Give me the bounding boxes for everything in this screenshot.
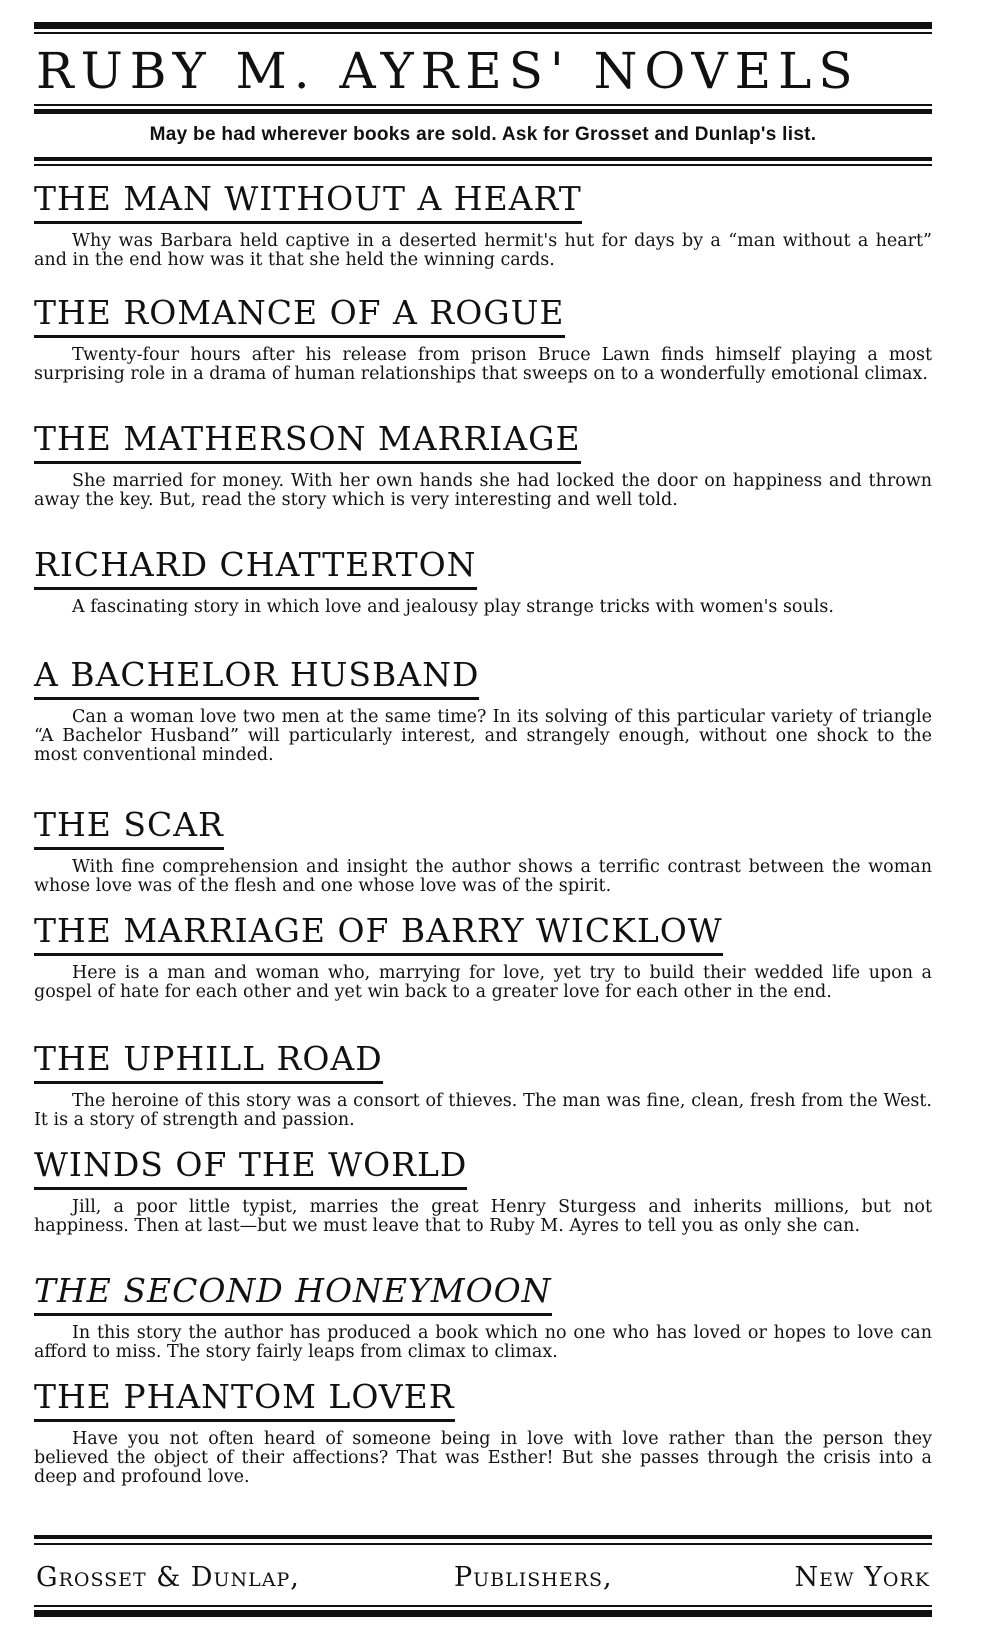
title-rule-thin — [34, 104, 932, 106]
book-title: RICHARD CHATTERTON — [34, 546, 477, 590]
book-entry — [34, 1378, 932, 1487]
book-entry — [34, 420, 932, 510]
book-title: THE PHANTOM LOVER — [34, 1378, 455, 1422]
book-title: THE SCAR — [34, 806, 224, 850]
top-rule-thin — [34, 32, 932, 34]
book-description: In this story the author has produced a book which no one who has loved or hopes to love can afford to miss. The story fairly leaps from climax to climax. — [34, 1323, 932, 1362]
title-rule-thick — [34, 109, 932, 114]
book-title: THE ROMANCE OF A ROGUE — [34, 294, 565, 338]
page-title: RUBY M. AYRES' NOVELS — [36, 42, 860, 100]
book-description: With fine comprehension and insight the author shows a terrific contrast between the woman whose love was of the flesh and one whose love was of the spirit. — [34, 857, 932, 896]
book-entry — [34, 1272, 932, 1362]
book-entry — [34, 1040, 932, 1130]
book-title: A BACHELOR HUSBAND — [34, 656, 479, 700]
book-description: Jill, a poor little typist, marries the great Henry Sturgess and inherits millions, but not happiness. Then at last—but we must leave that to Ruby M. Ayres to tell you as only she can. — [34, 1197, 932, 1236]
book-description: A fascinating story in which love and jealousy play strange tricks with women's souls. — [72, 597, 834, 617]
book-description: Here is a man and woman who, marrying for love, yet try to build their wedded life upon a gospel of hate for each other and yet win back to a greater love for each other in the end. — [34, 963, 932, 1002]
publisher-city: New York — [794, 1562, 930, 1593]
book-entry — [34, 294, 932, 384]
book-description: The heroine of this story was a consort of thieves. The man was fine, clean, fresh from the West. It is a story of strength and passion. — [34, 1091, 932, 1130]
bottom-rule-thin — [34, 1605, 932, 1607]
footer-rule-thin — [34, 1543, 932, 1545]
book-description: She married for money. With her own hands she had locked the door on happiness and thrown away the key. But, read the story which is very interesting and well told. — [34, 471, 932, 510]
book-entry — [34, 912, 932, 1002]
book-description: Can a woman love two men at the same time? In its solving of this particular variety of triangle “A Bachelor Husband” will particularly interest, and strangely enough, without one shock to the most conventional minded. — [34, 707, 932, 765]
book-description: Twenty-four hours after his release from prison Bruce Lawn finds himself playing a most surprising role in a drama of human relationships that sweeps on to a wonderfully emotional climax. — [34, 345, 932, 384]
book-title: THE UPHILL ROAD — [34, 1040, 383, 1084]
book-title: WINDS OF THE WORLD — [34, 1146, 467, 1190]
subtitle-rule-thick — [34, 157, 932, 161]
publisher-name: Grosset & Dunlap, — [36, 1562, 300, 1593]
subtitle-rule-thin — [34, 164, 932, 166]
book-title: THE SECOND HONEYMOON — [34, 1272, 552, 1316]
footer-rule-thick — [34, 1535, 932, 1539]
book-entry — [34, 806, 932, 896]
book-entry — [34, 180, 932, 270]
book-title: THE MATHERSON MARRIAGE — [34, 420, 581, 464]
publisher-footer — [34, 1562, 932, 1602]
book-title: THE MARRIAGE OF BARRY WICKLOW — [34, 912, 723, 956]
book-entry — [34, 1146, 932, 1236]
top-rule-thick — [34, 22, 932, 29]
book-entry — [34, 656, 932, 765]
publisher-role: Publishers, — [454, 1562, 613, 1593]
bottom-rule-thick — [34, 1610, 932, 1617]
book-description: Why was Barbara held captive in a deserted hermit's hut for days by a “man without a heart” and in the end how was it that she held the winning cards. — [34, 231, 932, 270]
book-title: THE MAN WITHOUT A HEART — [34, 180, 582, 224]
book-description: Have you not often heard of someone being in love with love rather than the person they believed the object of their affections? That was Esther! But she passes through the crisis into a deep and profound love. — [34, 1429, 932, 1487]
book-entry — [34, 546, 932, 617]
page-subtitle: May be had wherever books are sold. Ask for Grosset and Dunlap's list. — [149, 124, 817, 145]
